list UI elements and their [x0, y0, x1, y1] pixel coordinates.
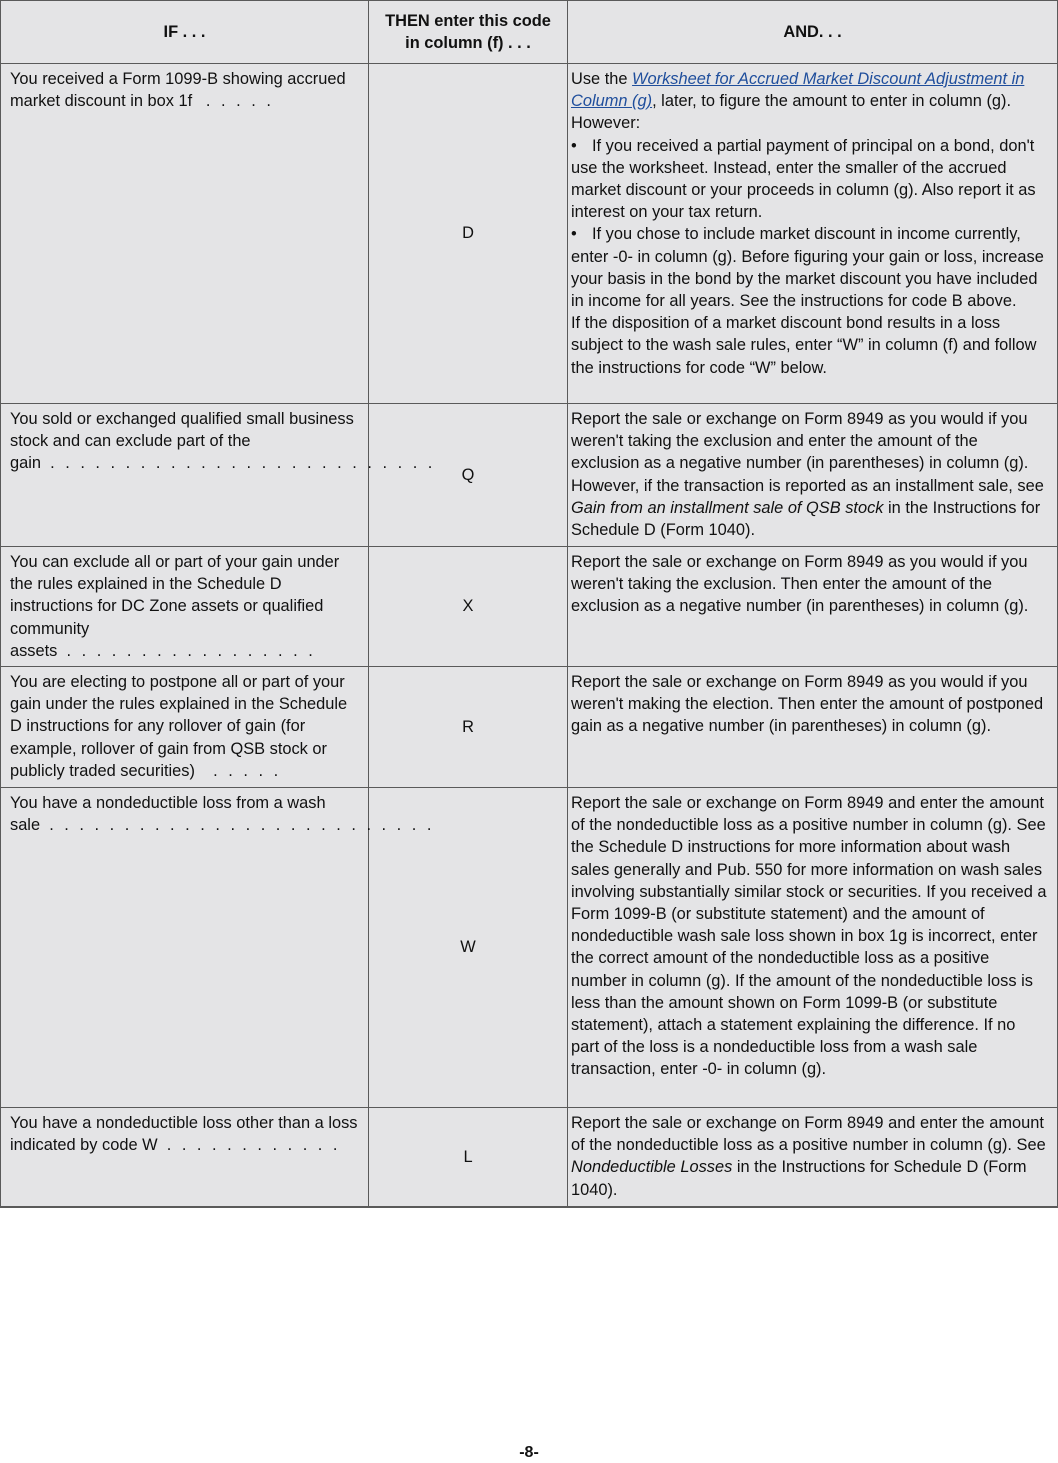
- bullet-item-2: [571, 223, 1047, 312]
- code-value: Q: [461, 465, 475, 484]
- and-cell: [568, 547, 1058, 667]
- leader-dots: . . . . .: [205, 92, 274, 111]
- code-cell: [369, 788, 568, 1108]
- if-cell: [1, 64, 369, 404]
- and-italic-ref: Gain from an installment sale of QSB stock: [571, 498, 884, 517]
- code-value: R: [462, 717, 474, 736]
- and-text: Report the sale or exchange on Form 8949 as you would if you weren't taking the exclusion. Then enter the amount of the exclusion as a negative number (in parentheses) in column (g).: [571, 553, 1029, 616]
- if-text: You sold or exchanged qualified small business stock and can exclude part of the gain: [10, 410, 354, 473]
- code-cell: [369, 64, 568, 404]
- header-row: [1, 1, 1058, 64]
- and-text-prefix: Use the: [571, 70, 633, 88]
- bullet-icon: •: [571, 225, 577, 244]
- leader-dots: . . . . . . . . . . . . . . . . . . . . . . . . . .: [50, 454, 436, 473]
- if-cell: [1, 547, 369, 667]
- bullet-icon: •: [571, 136, 577, 155]
- if-cell: [1, 667, 369, 788]
- if-text: You are electing to postpone all or part of your gain under the rules explained in the Schedule D instructions for any rollover of gain (for example, rollover of gain from QSB stock or publicly traded securities): [10, 673, 348, 780]
- header-and-label: AND. . .: [783, 23, 842, 41]
- header-if: [1, 1, 369, 64]
- leader-dots: . . . . . . . . . . . .: [166, 1136, 341, 1155]
- header-then-line1: THEN enter this code: [385, 12, 551, 30]
- if-cell: [1, 404, 436, 547]
- bullet-item-1: [571, 135, 1047, 224]
- and-text: Report the sale or exchange on Form 8949 and enter the amount of the nondeductible loss as a positive number in column (g). See: [571, 1114, 1046, 1155]
- and-closing-text: If the disposition of a market discount bond results in a loss subject to the wash sale rules, enter “W” in column (f) and follow the instructions for code “W” below.: [571, 314, 1037, 377]
- and-cell: [568, 667, 1058, 788]
- header-then-line2: in column (f) . . .: [405, 34, 531, 52]
- table-row-code-r: [1, 667, 1058, 788]
- table-row-code-x: [1, 547, 1058, 667]
- worksheet-link[interactable]: Worksheet for Accrued Market Discount Adjustment in Column (g): [571, 70, 1025, 111]
- and-cell: [568, 64, 1058, 404]
- header-then: [369, 1, 568, 64]
- if-cell: [1, 1108, 369, 1207]
- table-row-code-l: [1, 1108, 1058, 1207]
- and-text: Report the sale or exchange on Form 8949 as you would if you weren't taking the exclusion and enter the amount of the exclusion as a negative number (in parentheses) in column (g). However, if the transaction is reported as an installment sale, see: [571, 410, 1044, 495]
- code-cell: [369, 547, 568, 667]
- and-cell: [568, 404, 1058, 547]
- and-italic-ref: Nondeductible Losses: [571, 1158, 733, 1177]
- table-row-code-d: [1, 64, 1058, 404]
- header-and: [568, 1, 1058, 64]
- bullet-text: If you chose to include market discount in income currently, enter -0- in column (g). Before figuring your gain or loss, increase your basis in the bond by the market discount you have included in income for all years. See the instructions for code B above.: [571, 225, 1044, 311]
- and-cell: [568, 788, 1058, 1108]
- and-text-after-link: , later, to figure the amount to enter in column (g). However:: [571, 92, 1012, 133]
- if-text: You received a Form 1099-B showing accrued market discount in box 1f: [10, 70, 346, 111]
- leader-dots: . . . . .: [213, 761, 282, 780]
- if-text: You have a nondeductible loss from a wash sale: [10, 794, 326, 835]
- code-value: X: [462, 597, 474, 616]
- code-cell: [369, 1108, 568, 1207]
- and-cell: [568, 1108, 1058, 1207]
- table-row-code-q: [1, 404, 1058, 547]
- if-text: You have a nondeductible loss other than a loss indicated by code W: [10, 1114, 358, 1155]
- if-cell: [1, 788, 435, 1108]
- code-cell: [369, 404, 568, 547]
- code-value: L: [463, 1147, 473, 1166]
- code-value: W: [460, 938, 476, 957]
- and-text-after: in the Instructions for Schedule D (Form 1040).: [571, 1158, 1027, 1199]
- code-cell: [369, 667, 568, 788]
- and-text: Report the sale or exchange on Form 8949 as you would if you weren't making the election. Then enter the amount of postponed gain as a negative number (in parentheses) in column (g).: [571, 673, 1044, 736]
- if-text: You can exclude all or part of your gain under the rules explained in the Schedule D instructions for DC Zone assets or qualified community assets: [10, 553, 340, 660]
- and-text: Report the sale or exchange on Form 8949 and enter the amount of the nondeductible loss as a positive number in column (g). See the Schedule D instructions for more information about wash sales generally and Pub. 550 for more information on wash sales involving substantially similar stock or securities. If you received a Form 1099-B (or substitute statement) and the amount of nondeductible wash sale loss shown in box 1g is incorrect, enter the correct amount of the nondeductible loss as a positive number in column (g). If the amount of the nondeductible loss is less than the amount shown on Form 1099-B (or substitute statement), attach a statement explaining the difference. If no part of the loss is a nondeductible loss from a wash sale transaction, enter -0- in column (g).: [571, 794, 1047, 1079]
- code-value: D: [462, 224, 474, 243]
- and-text-after: in the Instructions for Schedule D (Form 1040).: [571, 498, 1041, 540]
- bullet-text: If you received a partial payment of principal on a bond, don't use the worksheet. Instead, enter the smaller of the accrued market discount or your proceeds in column (g). Also report it as interest on your tax return.: [571, 136, 1036, 222]
- leader-dots: . . . . . . . . . . . . . . . . .: [66, 641, 316, 660]
- leader-dots: . . . . . . . . . . . . . . . . . . . . . . . . . .: [49, 816, 435, 835]
- header-if-label: IF . . .: [163, 23, 206, 41]
- table-row-code-w: [1, 788, 1058, 1108]
- page-number: -8-: [519, 1444, 539, 1461]
